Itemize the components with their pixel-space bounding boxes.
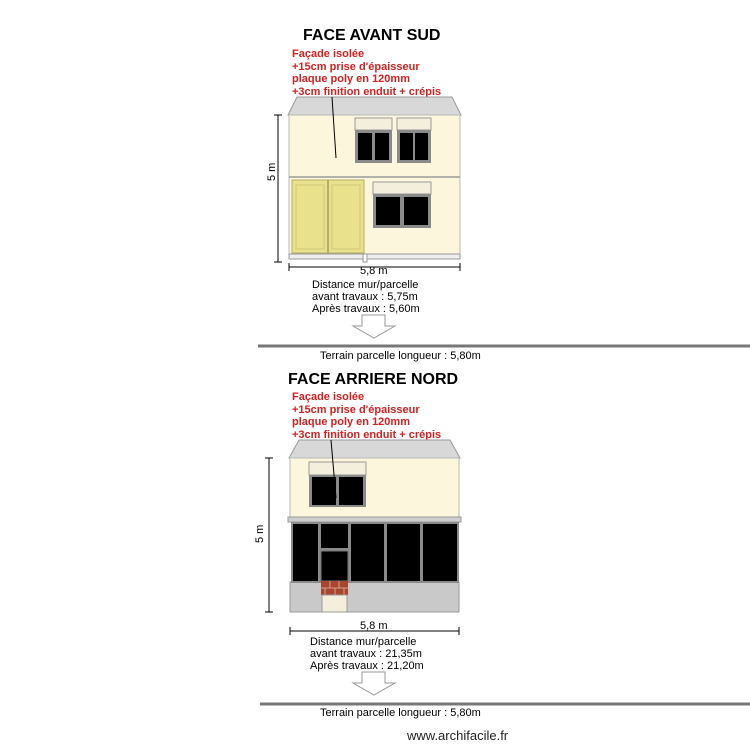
front-note-line: plaque poly en 120mm <box>292 73 410 85</box>
rear-veranda-band <box>288 517 461 522</box>
front-height-label: 5 m <box>266 162 278 181</box>
front-title: FACE AVANT SUD <box>303 27 441 44</box>
rear-distance-line: avant travaux : 21,35m <box>310 648 422 660</box>
front-note-line: +15cm prise d'épaisseur <box>292 60 420 73</box>
front-distance-line: Après travaux : 5,60m <box>312 303 420 315</box>
front-distance-line: avant travaux : 5,75m <box>312 291 418 303</box>
rear-title: FACE ARRIERE NORD <box>288 371 459 388</box>
watermark-link[interactable]: www.archifacile.fr <box>407 728 509 743</box>
front-width-label: 5,8 m <box>360 265 388 277</box>
rear-veranda-glazing <box>291 522 459 583</box>
front-note-line: Façade isolée <box>292 48 365 60</box>
rear-upper-window <box>309 462 366 507</box>
rear-distance-note <box>310 636 424 672</box>
rear-note-line: +3cm finition enduit + crépis <box>292 428 442 441</box>
rear-brick-steps <box>321 581 348 612</box>
front-distance-line: Distance mur/parcelle <box>312 279 419 291</box>
rear-roof <box>289 440 460 458</box>
rear-note-line: Façade isolée <box>292 391 365 403</box>
rear-note-line: +15cm prise d'épaisseur <box>292 403 420 416</box>
front-terrain-label: Terrain parcelle longueur : 5,80m <box>320 350 481 362</box>
rear-note-line: plaque poly en 120mm <box>292 416 410 428</box>
rear-plinth <box>290 582 459 612</box>
rear-arrow-down <box>353 672 395 695</box>
rear-height-label: 5 m <box>254 524 266 543</box>
rear-terrain-label: Terrain parcelle longueur : 5,80m <box>320 707 481 719</box>
rear-distance-line: Distance mur/parcelle <box>310 636 417 648</box>
rear-width-label: 5,8 m <box>360 620 388 632</box>
front-note-line: +3cm finition enduit + crépis <box>292 85 442 98</box>
rear-distance-line: Après travaux : 21,20m <box>310 660 424 672</box>
